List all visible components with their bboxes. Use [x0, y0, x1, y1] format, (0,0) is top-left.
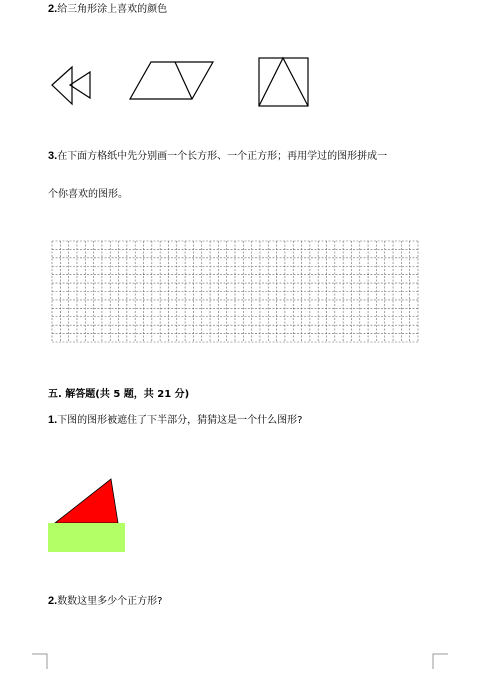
- section-heading: 五. 解答题(共 5 题，共 21 分): [48, 389, 190, 400]
- question-text-continued: 个你喜欢的图形。: [48, 189, 128, 200]
- grid-lines: [52, 241, 418, 342]
- corner-mark-bottom-left: [32, 654, 47, 669]
- page-corner-marks: [32, 654, 448, 669]
- corner-mark-bottom-right: [433, 654, 448, 669]
- parallelogram-figure[interactable]: [130, 62, 213, 99]
- question-text: 给三角形涂上喜欢的颜色: [57, 4, 168, 15]
- question-number: 2.: [48, 3, 58, 15]
- question-number: 3.: [48, 150, 58, 162]
- square-triangle-figure[interactable]: [259, 58, 308, 106]
- double-triangle-arrow-figure[interactable]: [52, 67, 90, 104]
- question-number: 1.: [48, 414, 58, 426]
- question-text: 数数这里多少个正方形?: [57, 596, 163, 607]
- inner-triangle: [259, 58, 308, 106]
- question-number: 2.: [48, 595, 58, 607]
- hidden-shape-figure: [48, 479, 125, 552]
- parallelogram-divider: [175, 62, 192, 99]
- grid-paper[interactable]: [52, 241, 418, 342]
- green-cover-rectangle: [48, 523, 125, 552]
- question-text: 下图的图形被遮住了下半部分，猜猜这是一个什么图形?: [57, 415, 303, 426]
- red-triangle-shape: [55, 479, 118, 523]
- parallelogram-outline: [130, 62, 213, 99]
- triangle-inner[interactable]: [70, 72, 90, 98]
- question-text: 在下面方格纸中先分别画一个长方形、一个正方形；再用学过的图形拼成一: [57, 151, 388, 162]
- square-outline: [259, 58, 308, 106]
- triangle-outer[interactable]: [52, 67, 72, 104]
